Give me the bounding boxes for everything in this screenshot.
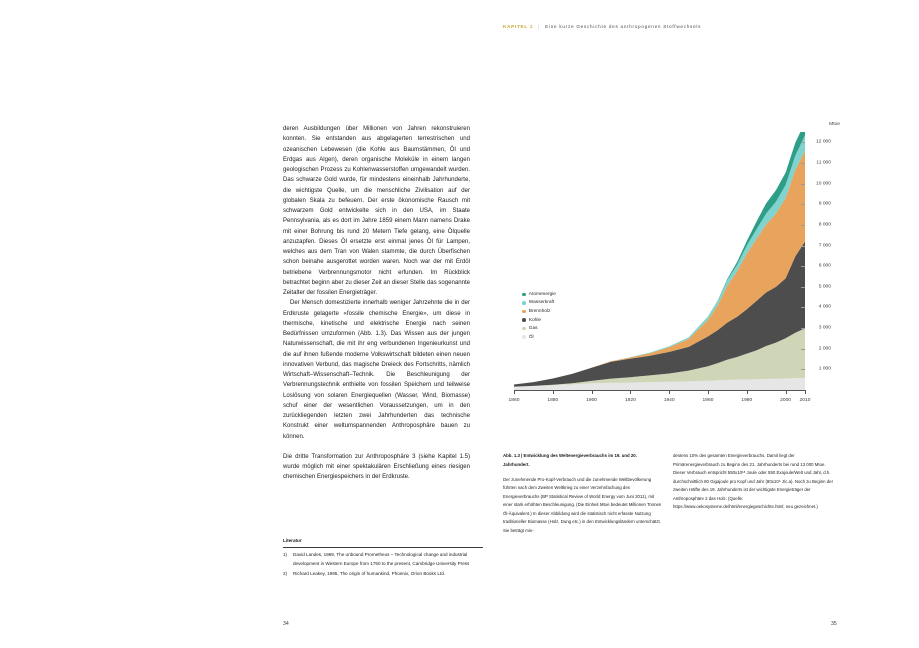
y-tick-label: 9 000 [818,201,831,207]
legend-label: Öl [528,334,534,340]
literature-item [283,551,483,568]
legend-label: Kohle [528,317,542,323]
legend-swatch-icon [522,301,526,305]
body-paragraph-1: deren Ausbildungen über Millionen von Jahren rekonstruieren konnten. Sie entstanden aus abgelagerten terrestrischen und ozeanischen Lebewesen (die Kohle aus Baumstämmen, Öl und Erdgas aus Algen), deren organische Moleküle in einem langen geologischen Prozess zu Kohlenwasserstoffen umgewandelt wurden. Das schwarze Gold wurde, für mindestens eineinhalb Jahrhunderte, die wichtigste Quelle, um die menschliche Zivilisation auf der globalen Skala zu befeuern. Der erste ökonomische Rausch mit schwarzem Gold entwickelte sich in den USA, im Staate Pennsylvania, als es dort im Jahre 1859 einem Mann namens Drake mit einer Bohrung bis rund 20 Metern Tiefe gelang, eine Ölquelle anzuzapfen. Dieses Öl ersetzte erst einmal jenes Öl für Lampen, welches aus dem Tran von Walen stammte, die durch Überfischen schon beinahe ausgerottet worden waren. Noch war der mit Erdöl betriebene Verbrennungsmotor nicht erfunden. Im Rückblick betrachtet beginn aber zu dieser Zeit an dieser Stelle das sogenannte Zeitalter der fossilen Energieträger. [283,126,470,296]
running-header [503,24,838,29]
x-tick-mark [514,390,515,394]
body-text-column [283,124,470,483]
legend-swatch-icon [522,335,526,339]
figure-caption-title-line [503,452,663,469]
x-tick-label: 1940 [663,398,675,403]
body-paragraph-3: Die dritte Transformation zur Anthroposphäre 3 (siehe Kapitel 1.5) wurde möglich mit einer spektakulären Erschließung eines riesigen chemischen Energiespeichers in der Erdkruste. [283,453,470,481]
legend-label: Wasserkraft [528,300,555,306]
header-chapter-title: Eine kurze Geschichte des anthropogenen Stoffwechsels [545,24,702,29]
legend-item [522,316,556,325]
x-tick-label: 1860 [508,398,520,403]
x-tick-label: 1980 [741,398,753,403]
x-tick-label: 1900 [586,398,598,403]
x-tick-mark [786,390,787,394]
legend-label: Brennholz [528,308,551,314]
x-tick-mark [805,390,806,394]
y-tick-label: 7 000 [818,243,831,249]
literature-heading: Literatur [283,538,302,543]
literature-divider [283,547,483,548]
x-tick-mark [669,390,670,394]
header-chapter-label: KAPITEL 1 [503,24,534,29]
y-tick-mark [801,349,805,350]
x-axis-line [514,390,805,391]
legend-item [522,290,556,299]
legend-item [522,324,556,333]
legend-item [522,307,556,316]
y-tick-label: 11 000 [816,160,831,166]
y-tick-label: 1 000 [818,366,831,372]
x-tick-mark [747,390,748,394]
x-tick-mark [553,390,554,394]
figure-caption-body-2: destens 10% des gesamten Energieverbrauchs. Damit liegt der Primärenergieverbrauch zu Beginn des 21. Jahrhunderts bei rund 13 000 Mtoe. Dieser Verbrauch entspricht 550x10¹⁸ Joule oder 550 Exajoule/Welt und Jahr, d.h. durchschnittlich 80 Gigajoule pro Kopf und Jahr (80x10⁹ J/c.a). Noch zu Beginn der zweiten Hälfte des 19. Jahrhunderts ist der wichtigste Energieträger der Anthroposphäre 2 das Holz. (Quelle: https://www.oekosysteme.de/html/energiegeschichte.html; neu gezeichnet.) [673,453,834,510]
x-tick-label: 1960 [702,398,714,403]
legend-swatch-icon [522,318,526,322]
legend-item [522,299,556,308]
x-tick-mark [592,390,593,394]
y-tick-label: 5 000 [818,284,831,290]
legend-swatch-icon [522,310,526,314]
y-tick-label: 3 000 [818,325,831,331]
y-tick-mark [801,246,805,247]
page-number-right: 35 [831,621,837,627]
stacked-area-svg [514,132,805,390]
body-paragraph-2: Der Mensch domestizierte innerhalb weniger Jahrzehnte die in der Erdkruste gelagerte «fossile chemische Energie», um diese in thermische, kinetische und elektrische Energie nach seinen Bedürfnissen umzuformen (Abb. 1.3). Das Wissen aus der jungen Naturwissenschaft, die mit ihr eng verbundenen Ingenieurkunst und die auf ihnen fußende moderne Volkswirtschaft bildeten einen neuen innovativen Verbund, das magische Dreieck des Fortschritts, nämlich Wirtschaft–Wissenschaft–Technik. Die Beschleunigung der Verbrennungstechnik enthielte von fossilen Speichern und teilweise Loslösung von solaren Energiequellen (Wasser, Wind, Biomasse) schuf einer der wesentlichen Voraussetzungen, um in den zurückliegenden letzten zwei Jahrhunderten das technische Konstrukt einer weltumspannenden Anthroposphäre bauen zu können. [283,300,470,440]
legend-item [522,333,556,342]
y-tick-label: 10 000 [816,181,831,187]
literature-item-text: David Landes, 1969, The unbound Prometheus – Technological change and industrial development in Western Europe from 1750 to the present, Cambridge University Press [293,552,470,566]
legend-label: Gas [528,326,538,332]
x-tick-mark [708,390,709,394]
chart-unit-label: Mtoe [829,122,840,127]
literature-item-number: 2) [283,571,288,577]
y-tick-label: 4 000 [818,304,831,310]
figure-caption-column-2 [673,452,833,512]
literature-item-number: 1) [283,552,288,558]
y-tick-mark [801,266,805,267]
y-tick-mark [801,287,805,288]
chart-x-axis [508,390,839,410]
chart-y-axis [805,132,839,390]
y-tick-mark [801,184,805,185]
x-tick-label: 1880 [547,398,559,403]
figure-chart [495,122,840,412]
x-tick-label: 2000 [780,398,792,403]
y-tick-label: 12 000 [816,139,831,145]
page-number-left: 34 [283,621,289,627]
y-tick-label: 6 000 [818,263,831,269]
y-tick-mark [801,142,805,143]
literature-section [283,537,483,581]
figure-caption-body-1: Der zunehmende Pro-Kopf-Verbrauch und die zunehmende Weltbevölkerung führten nach dem Zweiten Weltkrieg zu einer Verzehnfachung des Energieverbrauchs (BP Statistical Review of World Energy vom Juni 2011), mit einer stark erhöhten Beschleunigung. (Die Einheit Mtoe bedeutet Millionen Tonnen Öl-Äquivalent.) In dieser Abbildung wird die statistisch nicht erfasste Nutzung traditioneller Biomasse (Holz, Dung etc.) in den Entwicklungsländern unterschätzt. Sie beträgt min- [503,476,662,533]
y-tick-mark [801,328,805,329]
literature-item [283,570,483,579]
literature-item-text: Richard Leakey, 1995, The origin of humankind, Phoenix, Orion Books Ltd. [293,571,446,577]
y-tick-mark [801,163,805,164]
legend-swatch-icon [522,293,526,297]
x-tick-label: 1920 [624,398,636,403]
figure-label: Abb. 1.3 | [503,453,523,458]
legend-label: Atomenergie [528,291,556,297]
legend-swatch-icon [522,327,526,331]
y-tick-label: 2 000 [818,346,831,352]
y-tick-mark [801,225,805,226]
y-tick-label: 8 000 [818,222,831,228]
y-tick-mark [801,307,805,308]
chart-plot-area [514,132,805,390]
y-tick-mark [801,204,805,205]
x-tick-mark [630,390,631,394]
y-tick-mark [801,369,805,370]
x-tick-label: 2010 [799,398,811,403]
figure-title: Entwicklung des Weltenergieverbrauchs im 19. und 20. Jahrhundert. [503,453,637,467]
header-separator: | [538,24,541,29]
chart-legend [522,290,556,342]
figure-caption-column-1 [503,452,663,535]
